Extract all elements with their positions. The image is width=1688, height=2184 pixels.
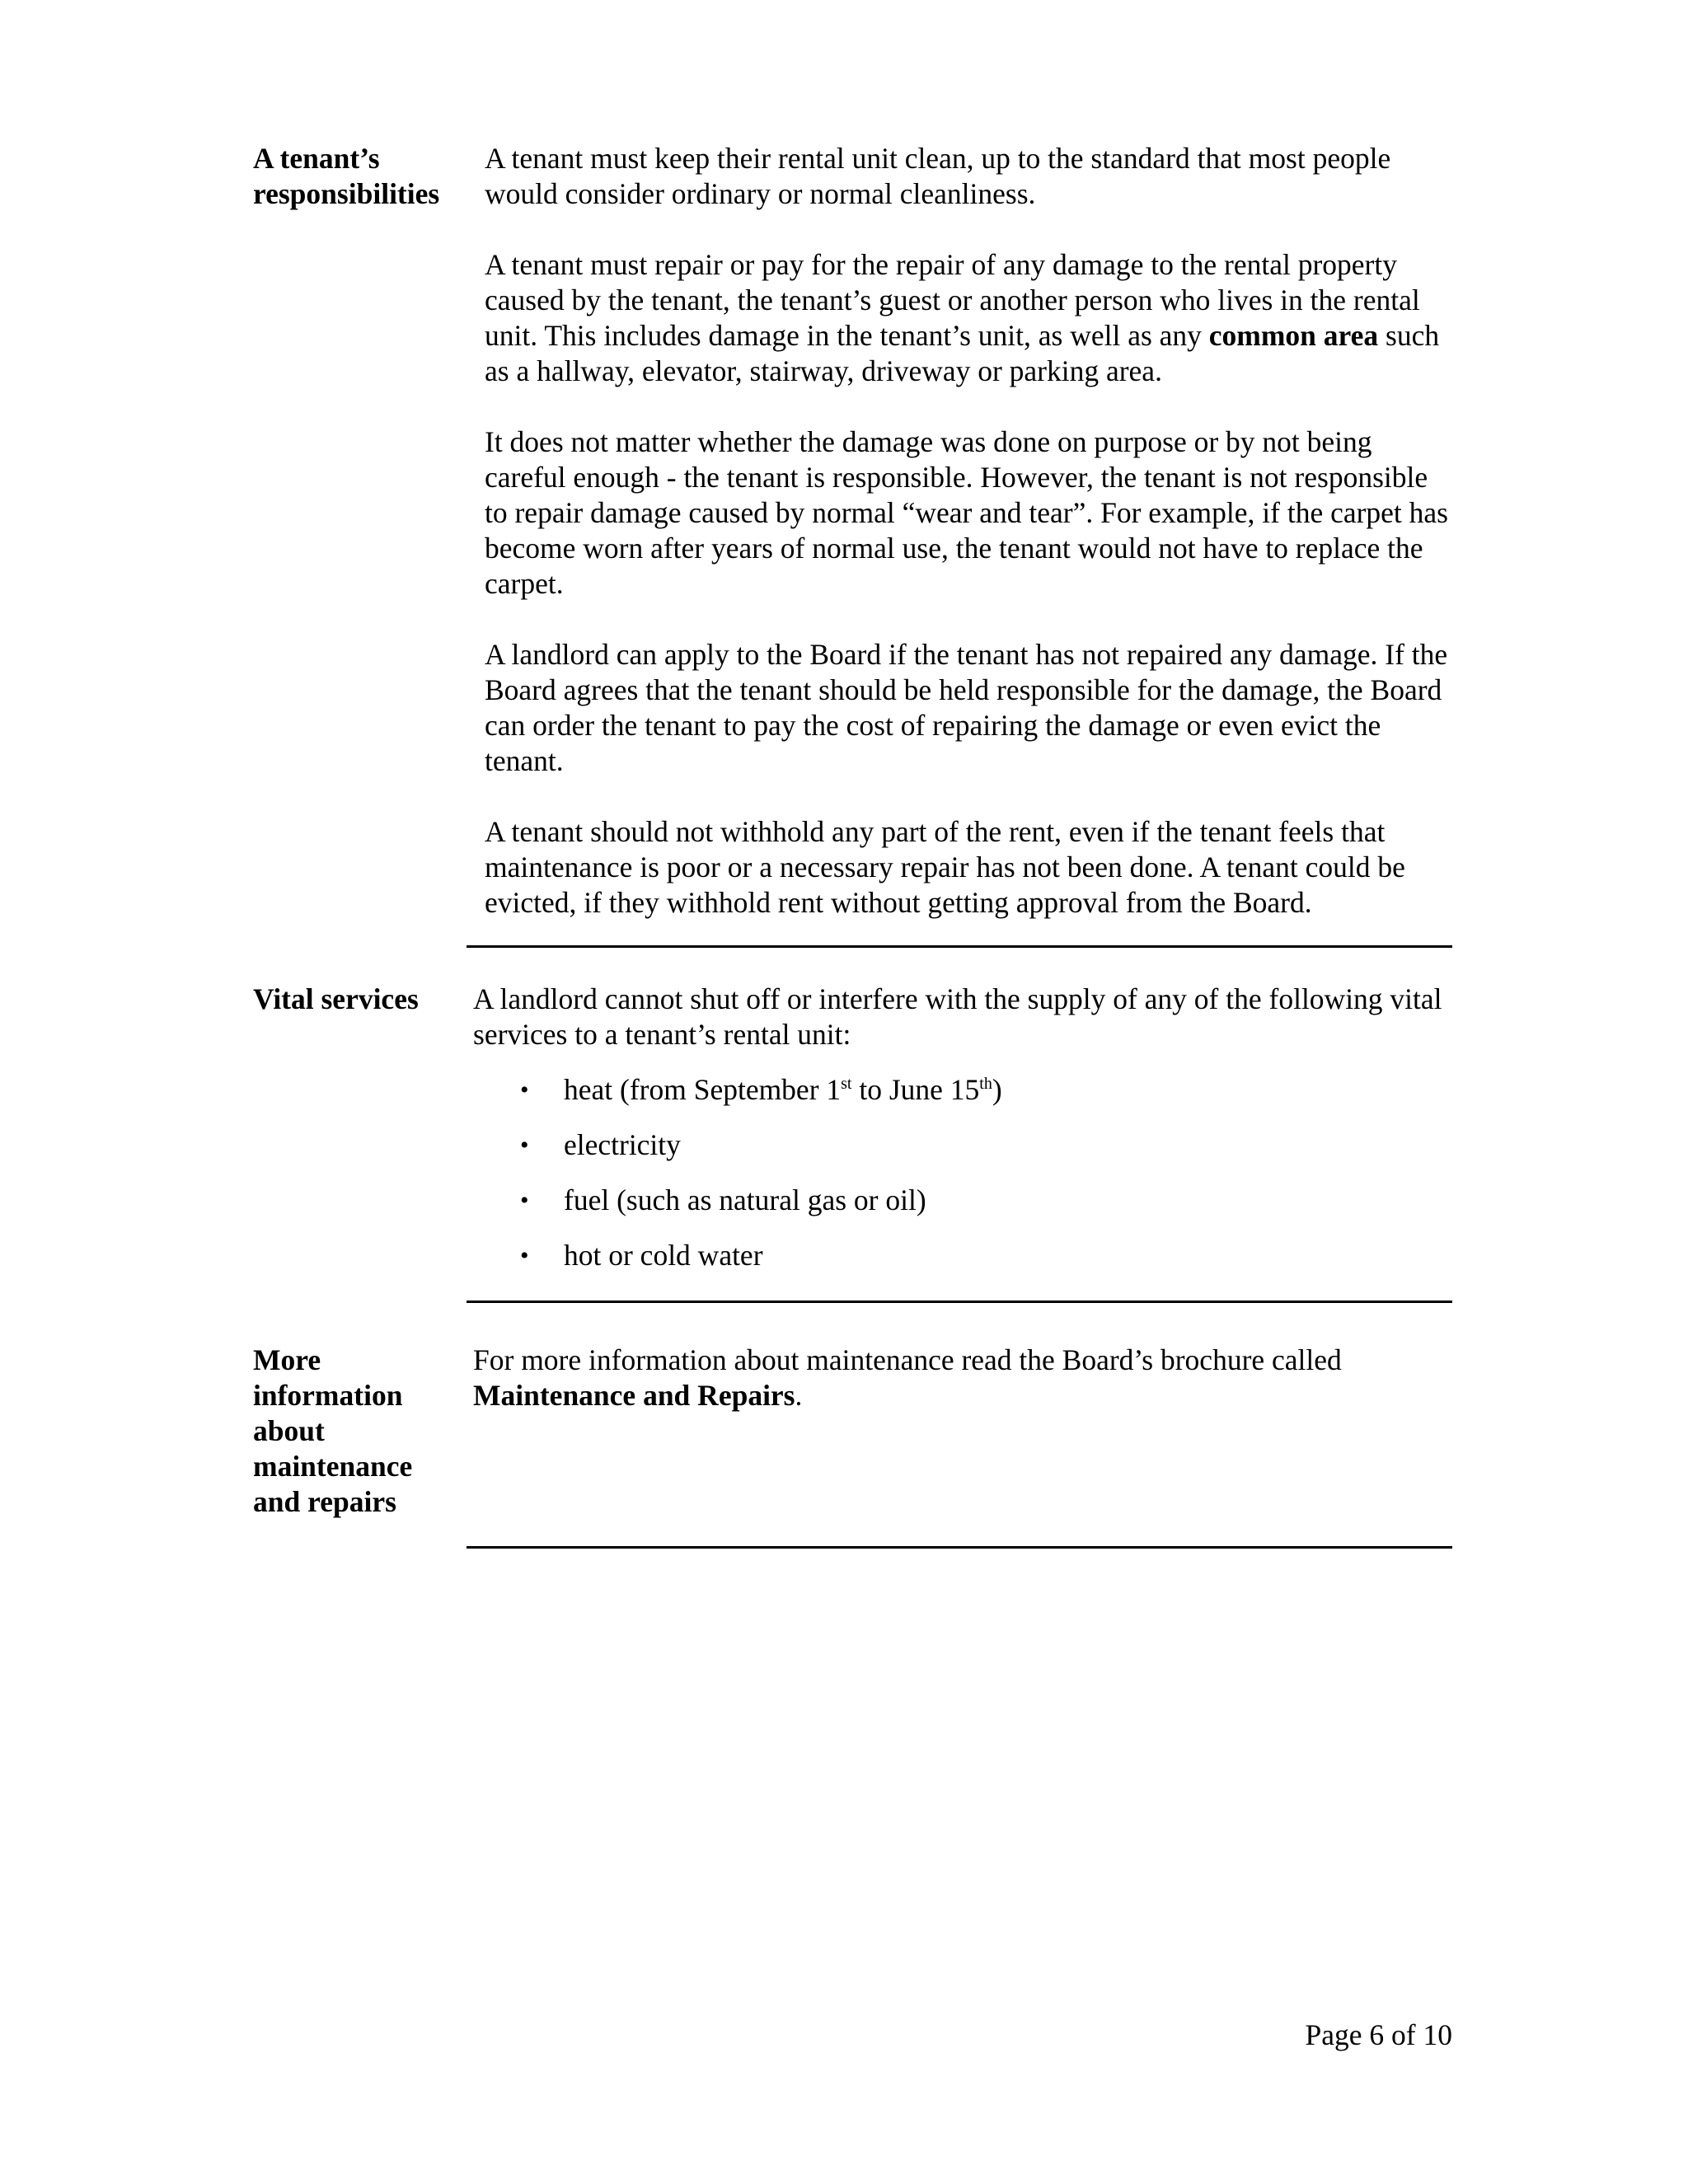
more-information-body	[473, 1343, 1446, 1413]
paragraph-text: For more information about maintenance read the Board’s brochure called	[473, 1343, 1342, 1376]
page-number: Page 6 of 10	[1305, 2018, 1452, 2051]
bullet-icon: •	[520, 1242, 529, 1269]
paragraph-brochure	[473, 1343, 1446, 1413]
paragraph-repair-damage	[485, 247, 1457, 389]
paragraph-text: .	[795, 1379, 803, 1412]
section-divider	[467, 945, 1452, 948]
vital-services-list	[473, 1072, 1446, 1293]
bullet-icon: •	[520, 1076, 529, 1104]
responsibilities-body	[485, 141, 1457, 921]
paragraph-wear-and-tear: It does not matter whether the damage was done on purpose or by not being careful enough - the tenant is responsible. However, the tenant is not responsible to repair damage caused by normal “wear and tear”. For example, if the carpet has become worn after years of normal use, the tenant would not have to replace the carpet.	[485, 425, 1448, 600]
vital-services-body	[473, 982, 1446, 1293]
list-item	[473, 1072, 1446, 1127]
list-item-text: fuel (such as natural gas or oil)	[564, 1183, 926, 1216]
label-line: and repairs	[253, 1485, 396, 1518]
superscript: th	[979, 1075, 992, 1093]
vital-services-intro: A landlord cannot shut off or interfere with the supply of any of the following vital services to a tenant’s rental unit:	[473, 982, 1442, 1051]
paragraph-landlord-apply: A landlord can apply to the Board if the tenant has not repaired any damage. If the Board agrees that the tenant should be held responsible for the damage, the Board can order the tenant to pay the cost of repairing the damage or even evict the tenant.	[485, 638, 1448, 777]
section-label-vital-services: Vital services	[253, 982, 419, 1015]
list-item	[473, 1238, 1446, 1293]
section-divider	[467, 1301, 1452, 1303]
section-divider	[467, 1546, 1452, 1549]
list-item-text: )	[992, 1073, 1002, 1106]
list-item-text: hot or cold water	[564, 1239, 763, 1272]
label-line: responsibilities	[253, 177, 440, 210]
superscript: st	[841, 1075, 852, 1093]
list-item	[473, 1183, 1446, 1238]
label-line: maintenance	[253, 1450, 413, 1483]
bullet-icon: •	[520, 1132, 529, 1159]
paragraph-text: A tenant must repair or pay for the repair of any damage to the rental property caused by the tenant, the tenant’s guest or another person who lives in the rental unit. This includes damage in the tenant’s unit, as well as any	[485, 248, 1420, 352]
list-item-text: electricity	[564, 1128, 681, 1161]
bullet-icon: •	[520, 1187, 529, 1214]
list-item-text: heat (from September 1	[564, 1073, 842, 1106]
section-label-responsibilities	[253, 141, 467, 212]
list-item	[473, 1127, 1446, 1183]
paragraph-cleanliness: A tenant must keep their rental unit clean, up to the standard that most people would consider ordinary or normal cleanliness.	[485, 142, 1391, 210]
section-label-more-information	[253, 1343, 467, 1520]
common-area-term: common area	[1208, 319, 1379, 352]
label-line: A tenant’s	[253, 142, 380, 175]
paragraph-text: such as a hallway, elevator, stairway, driveway or parking area.	[485, 319, 1440, 387]
label-line: More	[253, 1343, 321, 1376]
label-line: about	[253, 1414, 325, 1447]
label-line: information	[253, 1379, 403, 1412]
brochure-title: Maintenance and Repairs	[473, 1379, 795, 1412]
list-item-text: to June 15	[851, 1073, 980, 1106]
paragraph-withhold-rent: A tenant should not withhold any part of the rent, even if the tenant feels that maintenance is poor or a necessary repair has not been done. A tenant could be evicted, if they withhold rent without getting approval from the Board.	[485, 815, 1405, 919]
